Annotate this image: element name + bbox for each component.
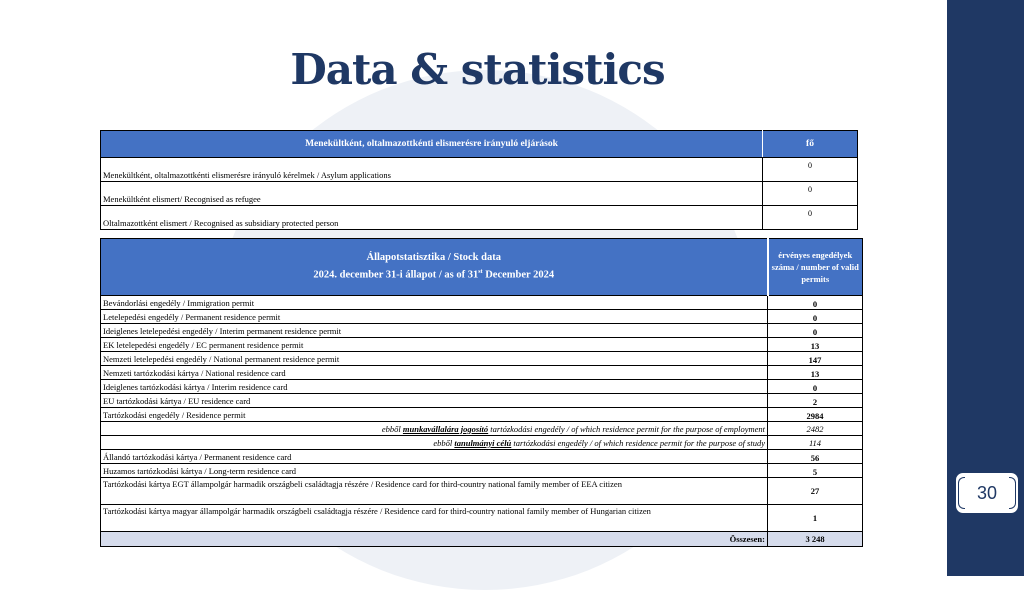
table-row bbox=[101, 505, 863, 532]
row-label: Állandó tartózkodási kártya / Permanent residence card bbox=[101, 450, 768, 464]
table-row bbox=[101, 158, 858, 182]
page-number-badge bbox=[955, 472, 1019, 514]
table-row bbox=[101, 422, 863, 436]
page-number: 30 bbox=[976, 482, 998, 503]
row-value: 147 bbox=[768, 352, 863, 366]
table-row bbox=[101, 408, 863, 422]
table-row bbox=[101, 352, 863, 366]
row-value: 2 bbox=[768, 394, 863, 408]
table-row bbox=[101, 338, 863, 352]
row-value: 0 bbox=[763, 206, 858, 230]
table-row bbox=[101, 310, 863, 324]
table-row bbox=[101, 324, 863, 338]
row-label: Tartózkodási kártya magyar állampolgár harmadik országbeli családtagja részére / Residence card for third-country national family member of Hungarian citizen bbox=[101, 505, 768, 532]
total-row bbox=[101, 532, 863, 547]
table-row bbox=[101, 296, 863, 310]
row-label: Letelepedési engedély / Permanent residence permit bbox=[101, 310, 768, 324]
table-row bbox=[101, 380, 863, 394]
row-label: EK letelepedési engedély / EC permanent residence permit bbox=[101, 338, 768, 352]
row-value: 2482 bbox=[768, 422, 863, 436]
row-value: 0 bbox=[763, 158, 858, 182]
row-label: EU tartózkodási kártya / EU residence card bbox=[101, 394, 768, 408]
table-row bbox=[101, 182, 858, 206]
row-value: 56 bbox=[768, 450, 863, 464]
row-label: ebből tanulmányi célú tartózkodási engedély / of which residence permit for the purpose of study bbox=[101, 436, 768, 450]
row-value: 0 bbox=[763, 182, 858, 206]
row-label: Huzamos tartózkodási kártya / Long-term residence card bbox=[101, 464, 768, 478]
row-value: 5 bbox=[768, 464, 863, 478]
row-value: 0 bbox=[768, 380, 863, 394]
asylum-header-value: fő bbox=[763, 131, 858, 158]
table-row bbox=[101, 436, 863, 450]
stock-header-line1: Állapotstatisztika / Stock data bbox=[366, 252, 501, 264]
row-label: Menekültként, oltalmazottkénti elismerésre irányuló kérelmek / Asylum applications bbox=[101, 158, 763, 182]
row-value: 0 bbox=[768, 310, 863, 324]
row-label: Oltalmazottként elismert / Recognised as subsidiary protected person bbox=[101, 206, 763, 230]
stock-header-label bbox=[101, 239, 768, 296]
row-label: Menekültként elismert/ Recognised as refugee bbox=[101, 182, 763, 206]
row-value: 27 bbox=[768, 478, 863, 505]
row-value: 1 bbox=[768, 505, 863, 532]
row-label: Bevándorlási engedély / Immigration permit bbox=[101, 296, 768, 310]
row-label: Nemzeti tartózkodási kártya / National residence card bbox=[101, 366, 768, 380]
asylum-header-label: Menekültként, oltalmazottkénti elismerésre irányuló eljárások bbox=[101, 131, 763, 158]
table-row bbox=[101, 394, 863, 408]
stock-table bbox=[100, 238, 863, 547]
row-value: 13 bbox=[768, 338, 863, 352]
total-label: Összesen: bbox=[101, 532, 768, 547]
table-row bbox=[101, 464, 863, 478]
table-row bbox=[101, 206, 858, 230]
asylum-table bbox=[100, 130, 858, 230]
row-label: Nemzeti letelepedési engedély / National permanent residence permit bbox=[101, 352, 768, 366]
row-label: Ideiglenes tartózkodási kártya / Interim residence card bbox=[101, 380, 768, 394]
total-value: 3 248 bbox=[768, 532, 863, 547]
row-label: Tartózkodási kártya EGT állampolgár harmadik országbeli családtagja részére / Residence card for third-country national family member of EEA citizen bbox=[101, 478, 768, 505]
row-value: 0 bbox=[768, 324, 863, 338]
row-value: 13 bbox=[768, 366, 863, 380]
table-row bbox=[101, 478, 863, 505]
stock-header-value: érvényes engedélyek száma / number of valid permits bbox=[768, 239, 863, 296]
table-row bbox=[101, 450, 863, 464]
table-row bbox=[101, 366, 863, 380]
page-title: Data & statistics bbox=[290, 45, 665, 94]
row-value: 114 bbox=[768, 436, 863, 450]
row-label: ebből munkavállalára jogosító tartózkodási engedély / of which residence permit for the purpose of employment bbox=[101, 422, 768, 436]
row-value: 2984 bbox=[768, 408, 863, 422]
row-value: 0 bbox=[768, 296, 863, 310]
stock-header-line2: 2024. december 31-i állapot / as of 31st December 2024 bbox=[313, 269, 555, 281]
row-label: Tartózkodási engedély / Residence permit bbox=[101, 408, 768, 422]
row-label: Ideiglenes letelepedési engedély / Interim permanent residence permit bbox=[101, 324, 768, 338]
